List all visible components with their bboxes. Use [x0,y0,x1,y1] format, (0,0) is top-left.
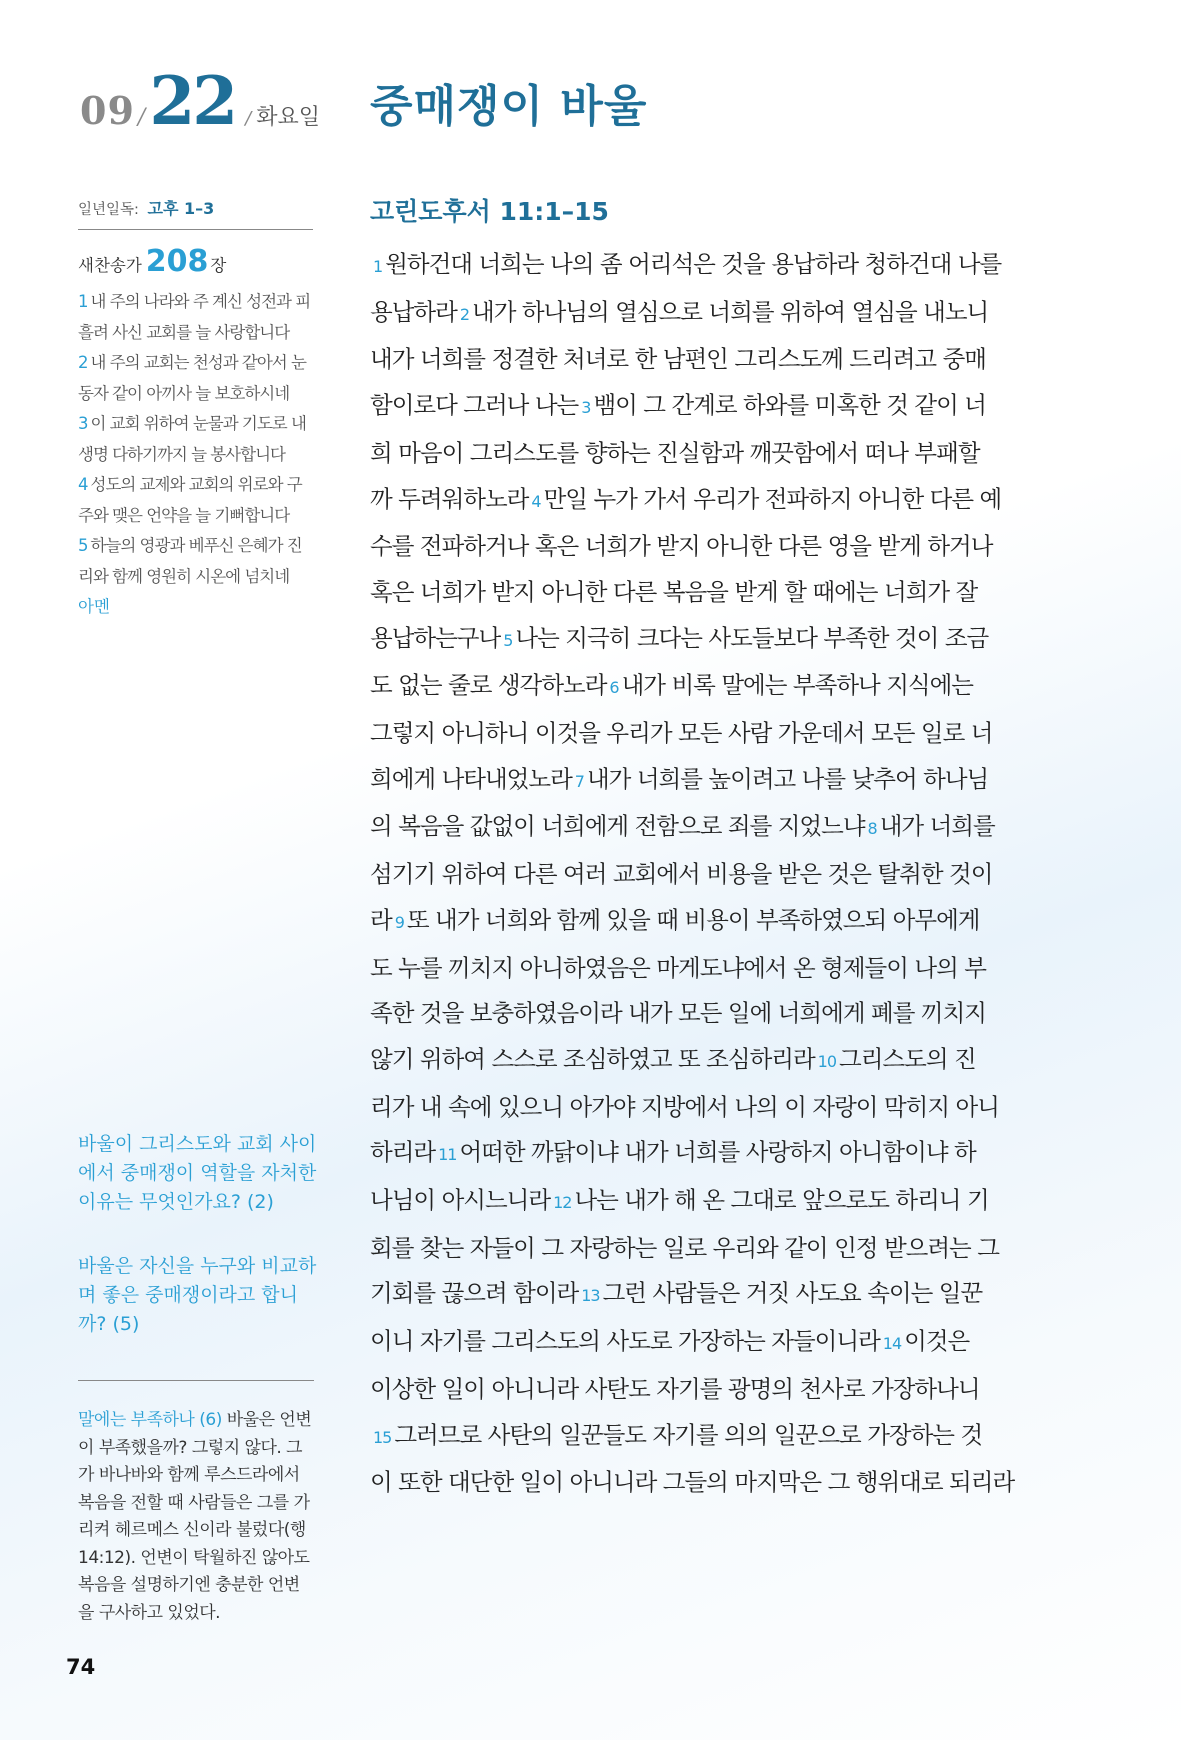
hymn-line-text: 리와 함께 영원히 시온에 넘치네 [78,566,290,586]
passage-line [370,477,1056,525]
verse-text: 뱀이 그 간계로 하와를 미혹한 것 같이 너 [593,391,986,420]
date-separator: / [245,108,252,129]
date-day: 22 [149,62,236,140]
verse-number: 10 [817,1051,837,1071]
question-1: 바울이 그리스도와 교회 사이에서 중매쟁이 역할을 자처한 이유는 무엇인가요? (2) [78,1133,317,1213]
hymn-line [78,348,313,379]
page-title: 중매쟁이 바울 [370,81,648,132]
passage-line [370,1319,1056,1367]
verse-text: 그러므로 사탄의 일꾼들도 자기를 의의 일꾼으로 가장하는 것 [394,1420,983,1449]
passage-line [370,1085,1056,1131]
passage-line [370,946,1056,992]
passage-line [370,757,1056,805]
date-separator: / [137,105,146,130]
verse-text: 함이로다 그러나 나는 [370,391,579,420]
hymn-line-text: 내 주의 나라와 주 계신 성전과 피 [90,292,311,311]
verse-number: 11 [438,1145,457,1165]
verse-text: 그런 사람들은 거짓 사도요 속이는 일꾼 [602,1279,983,1308]
verse-number: 5 [503,630,513,650]
hymn-line-text: 흘려 사신 교회를 늘 사랑합니다 [78,322,290,342]
verse-text: 도 없는 줄로 생각하노라 [370,671,607,700]
passage-line [370,991,1056,1037]
verse-number: 9 [394,912,404,932]
passage-line [370,1178,1056,1226]
hymn-line [78,287,313,318]
verse-text: 그리스도의 진 [839,1044,976,1073]
verse-number: 6 [609,678,619,698]
hymn-suffix: 장 [210,256,227,275]
verse-text: 회를 찾는 자들이 그 자랑하는 일로 우리와 같이 인정 받으려는 그 [370,1233,999,1262]
passage-line [370,570,1056,616]
hymn-line-text: 하늘의 영광과 베푸신 은혜가 진 [90,536,302,555]
verse-text: 라 [370,905,392,934]
verse-text: 원하건대 너희는 나의 좀 어리석은 것을 용납하라 청하건대 나를 [385,250,1002,278]
date-header [80,62,321,140]
verse-text: 섬기기 위하여 다른 여러 교회에서 비용을 받은 것은 탈취한 것이 [370,860,993,889]
sidebar [78,196,313,622]
passage-line [370,1271,1056,1319]
hymn-verse-number: 3 [78,414,88,433]
verse-number: 4 [531,491,541,511]
hymn-line [78,501,313,532]
verse-text: 용납하라 [370,297,457,326]
verse-text: 이 또한 대단한 일이 아니니라 그들의 마지막은 그 행위대로 되리라 [370,1468,1015,1497]
hymn-prefix: 새찬송가 [78,256,142,275]
verse-number: 8 [867,819,877,839]
note-text: 바울은 언변이 부족했을까? 그렇지 않다. 그가 바나바와 함께 루스드라에서 복음을 전할 때 사람들은 그를 가리켜 헤르메스 신이라 불렀다(행 14:12). 언변이 탁월하진 않아도 복음을 설명하기엔 충분한 언변을 구사하고 있었다. [78,1410,312,1623]
verse-text: 족한 것을 보충하였음이라 내가 모든 일에 너희에게 폐를 끼치지 [370,999,986,1028]
passage-reference: 고린도후서 11:1–15 [370,197,609,226]
verse-text: 의 복음을 값없이 너희에게 전함으로 죄를 지었느냐 [370,812,865,841]
passage-line [370,431,1056,477]
verse-text: 내가 비록 말에는 부족하나 지식에는 [621,671,974,700]
hymn-verse-number: 2 [78,353,88,372]
verse-number: 13 [581,1286,600,1306]
verse-text: 않기 위하여 스스로 조심하였고 또 조심하리라 [370,1044,815,1073]
hymn-line [78,379,313,410]
passage-line [370,337,1056,383]
passage-text [370,242,1056,1506]
verse-text: 까 두려워하노라 [370,484,529,513]
hymn-line-text: 성도의 교제와 교회의 위로와 구 [90,475,302,494]
passage-line [370,1460,1056,1506]
date-month: 09 [80,88,135,133]
verse-text: 내가 하나님의 열심으로 너희를 위하여 열심을 내노니 [472,297,989,326]
passage-line [370,711,1056,757]
verse-number: 3 [581,398,591,418]
passage-line [370,1226,1056,1272]
passage-line [370,663,1056,711]
verse-text: 나님이 아시느니라 [370,1186,551,1215]
verse-text: 내가 너희를 [879,812,995,841]
verse-text: 수를 전파하거나 혹은 너희가 받지 아니한 다른 영을 받게 하거나 [370,532,993,561]
passage-line [370,524,1056,570]
passage-line [370,852,1056,898]
hymn-verse-number: 1 [78,292,88,311]
verse-text: 내가 너희를 정결한 처녀로 한 남편인 그리스도께 드리려고 중매 [370,345,986,374]
passage-line [370,804,1056,852]
hymn-verse-number: 5 [78,536,88,555]
verse-text: 나는 지극히 크다는 사도들보다 부족한 것이 조금 [515,623,989,652]
verse-text: 희에게 나타내었노라 [370,764,572,793]
verse-text: 도 누를 끼치지 아니하였음은 마게도냐에서 온 형제들이 나의 부 [370,953,986,982]
hymn-line [78,470,313,501]
verse-text: 또 내가 너희와 함께 있을 때 비용이 부족하였으되 아무에게 [406,905,980,934]
question-2: 바울은 자신을 누구와 비교하며 좋은 중매쟁이라고 합니까? (5) [78,1255,317,1335]
verse-text: 어떠한 까닭이냐 내가 너희를 사랑하지 아니함이냐 하 [459,1138,976,1167]
hymn-line-text: 생명 다하기까지 늘 봉사합니다 [78,444,285,464]
hymn-line [78,440,313,471]
passage-line [370,1037,1056,1085]
date-weekday: 화요일 [256,105,321,130]
hymn-number: 208 [145,244,209,279]
hymn-line-text: 내 주의 교회는 천성과 같아서 눈 [90,353,306,372]
verse-number: 12 [553,1193,572,1213]
verse-text: 이상한 일이 아니니라 사탄도 자기를 광명의 천사로 가장하나니 [370,1374,980,1403]
verse-number: 7 [574,771,584,791]
annual-reading-label: 일년일독: [78,202,139,218]
hymn-line [78,409,313,440]
verse-number: 15 [373,1427,392,1447]
verse-text: 혹은 너희가 받지 아니한 다른 복음을 받게 할 때에는 너희가 잘 [370,577,978,606]
note-highlight: 말에는 부족하나 (6) [78,1410,222,1430]
hymn-line [78,531,313,562]
hymn-amen: 아멘 [78,597,110,616]
page-number: 74 [66,1655,96,1679]
hymn-lyrics [78,287,313,592]
commentary-note [78,1380,314,1627]
verse-text: 하리라 [370,1138,436,1167]
verse-text: 그렇지 아니하니 이것을 우리가 모든 사람 가운데서 모든 일로 너 [370,719,993,748]
verse-text: 만일 누가 가서 우리가 전파하지 아니한 다른 예 [543,484,1002,513]
hymn-heading [78,244,313,279]
passage-line [370,290,1056,338]
verse-text: 이것은 [904,1327,970,1356]
verse-text: 이니 자기를 그리스도의 사도로 가장하는 자들이니라 [370,1327,880,1356]
passage-line [370,898,1056,946]
verse-text: 리가 내 속에 있으니 아가야 지방에서 나의 이 자랑이 막히지 아니 [370,1092,999,1121]
passage-line [370,242,1056,290]
hymn-line-text: 동자 같이 아끼사 늘 보호하시네 [78,383,290,403]
verse-text: 나는 내가 해 온 그대로 앞으로도 하리니 기 [574,1186,989,1215]
passage-line [370,383,1056,431]
hymn-line-text: 이 교회 위하여 눈물과 기도로 내 [90,414,306,433]
passage-line [370,1367,1056,1413]
verse-text: 용납하는구나 [370,623,501,652]
hymn-line-text: 주와 맺은 언약을 늘 기뻐합니다 [78,505,290,525]
passage-line [370,1413,1056,1461]
passage-line [370,1130,1056,1178]
verse-number: 1 [373,257,383,276]
hymn-line [78,562,313,593]
hymn-verse-number: 4 [78,475,88,494]
annual-reading-ref: 고후 1–3 [147,199,215,218]
verse-text: 기회를 끊으려 함이라 [370,1279,579,1308]
hymn-line [78,318,313,349]
verse-text: 내가 너희를 높이려고 나를 낮추어 하나님 [586,764,989,793]
passage-line [370,616,1056,664]
verse-text: 희 마음이 그리스도를 향하는 진실함과 깨끗함에서 떠나 부패할 [370,438,980,467]
verse-number: 14 [882,1334,902,1354]
verse-number: 2 [459,304,469,324]
annual-reading [78,196,313,230]
